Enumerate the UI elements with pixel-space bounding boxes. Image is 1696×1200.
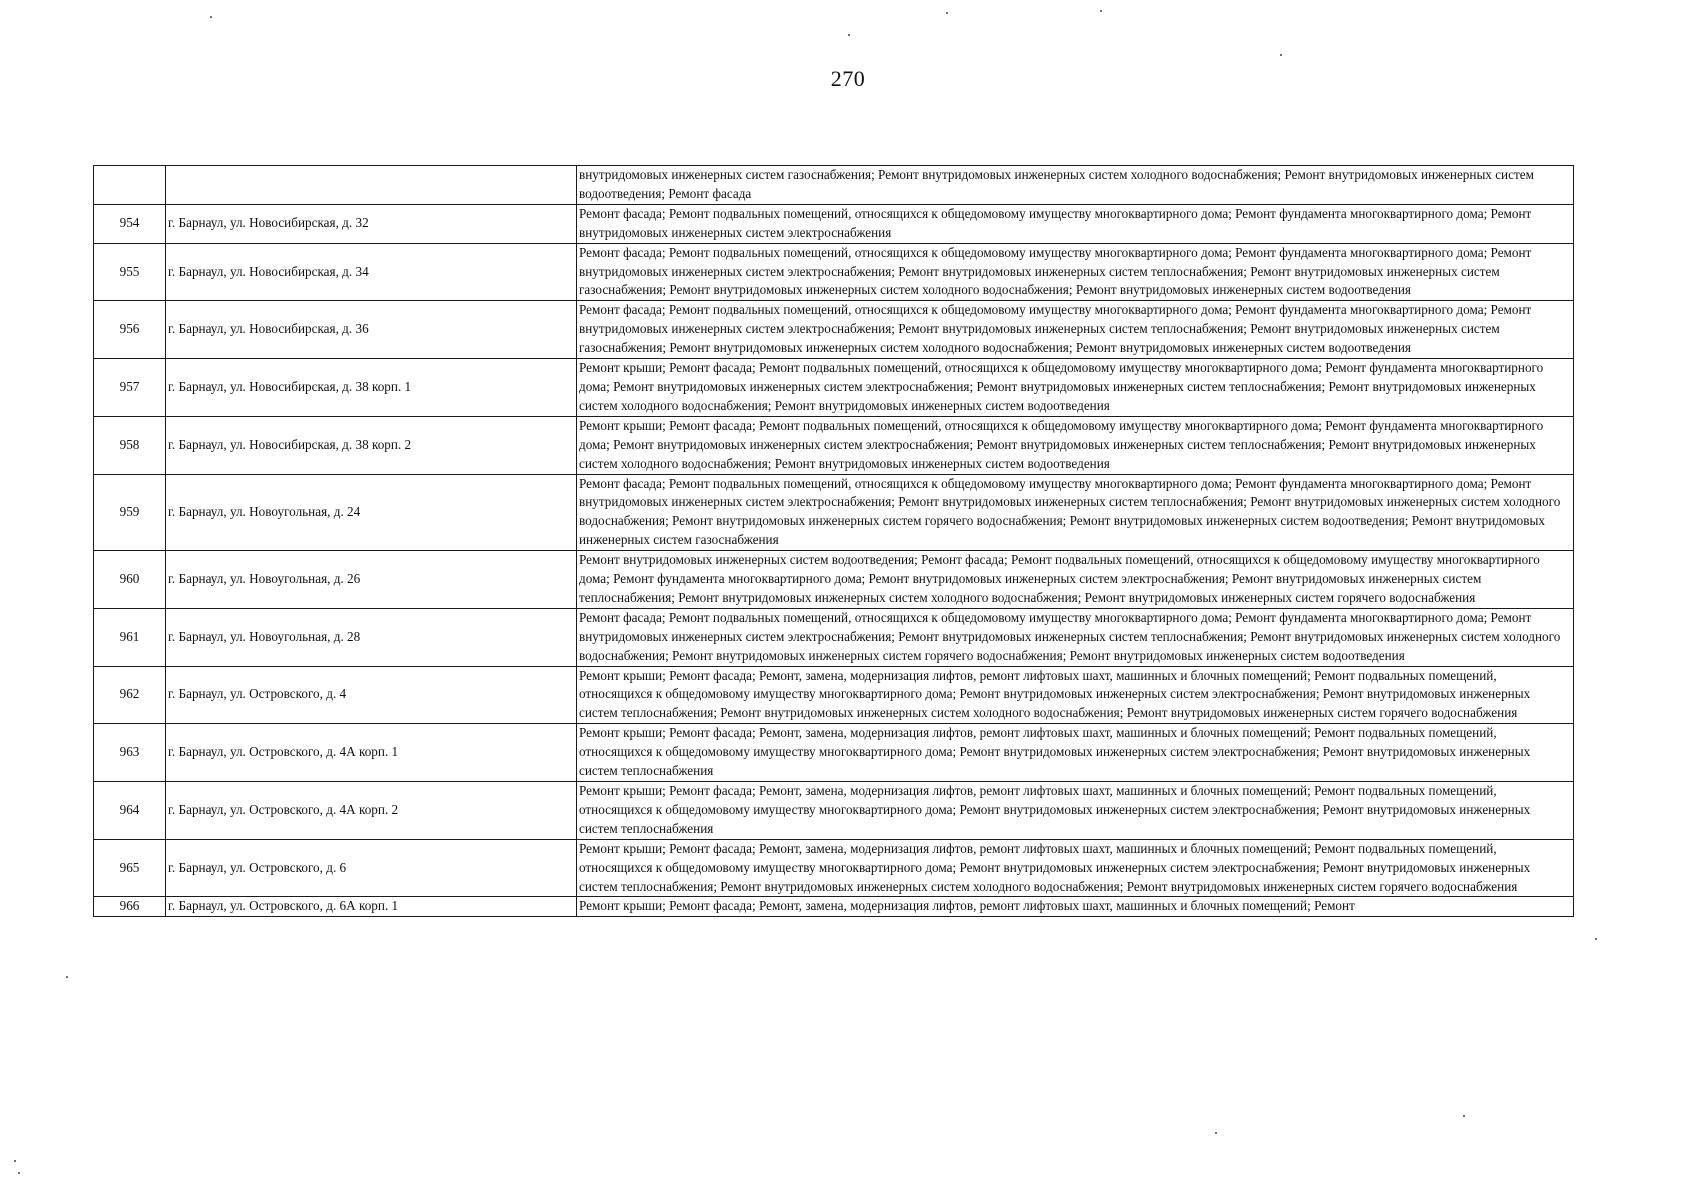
scan-speck (1595, 938, 1597, 940)
row-number: 960 (94, 551, 166, 609)
scan-speck (1215, 1132, 1217, 1134)
row-works: Ремонт фасада; Ремонт подвальных помещений, относящихся к общедомовому имуществу многоквартирного дома; Ремонт фундамента многоквартирного дома; Ремонт внутридомовых инженерных систем электроснабжения; Ремонт внутридомовых инженерных систем теплоснабжения; Ремонт внутридомовых инженерных систем газоснабжения; Ремонт внутридомовых инженерных систем холодного водоснабжения; Ремонт внутридомовых инженерных систем водоотведения (577, 301, 1574, 359)
scan-speck (1100, 10, 1102, 12)
table-row (94, 416, 1574, 474)
table-row (94, 839, 1574, 897)
row-works: Ремонт фасада; Ремонт подвальных помещений, относящихся к общедомовому имуществу многоквартирного дома; Ремонт фундамента многоквартирного дома; Ремонт внутридомовых инженерных систем электроснабжения; Ремонт внутридомовых инженерных систем теплоснабжения; Ремонт внутридомовых инженерных систем холодного водоснабжения; Ремонт внутридомовых инженерных систем горячего водоснабжения; Ремонт внутридомовых инженерных систем водоотведения (577, 608, 1574, 666)
row-address (166, 166, 577, 205)
row-address: г. Барнаул, ул. Островского, д. 4А корп. 2 (166, 782, 577, 840)
row-works: Ремонт фасада; Ремонт подвальных помещений, относящихся к общедомовому имуществу многоквартирного дома; Ремонт фундамента многоквартирного дома; Ремонт внутридомовых инженерных систем электроснабжения; Ремонт внутридомовых инженерных систем теплоснабжения; Ремонт внутридомовых инженерных систем холодного водоснабжения; Ремонт внутридомовых инженерных систем горячего водоснабжения; Ремонт внутридомовых инженерных систем водоотведения; Ремонт внутридомовых инженерных систем газоснабжения (577, 474, 1574, 551)
row-address: г. Барнаул, ул. Островского, д. 6А корп. 1 (166, 897, 577, 917)
row-number: 962 (94, 666, 166, 724)
works-table (93, 165, 1574, 917)
scan-speck (1463, 1115, 1465, 1117)
table-row (94, 359, 1574, 417)
table-row (94, 897, 1574, 917)
row-number: 955 (94, 243, 166, 301)
table-row (94, 166, 1574, 205)
works-table-body (94, 166, 1574, 917)
row-works: Ремонт крыши; Ремонт фасада; Ремонт подвальных помещений, относящихся к общедомовому имуществу многоквартирного дома; Ремонт фундамента многоквартирного дома; Ремонт внутридомовых инженерных систем электроснабжения; Ремонт внутридомовых инженерных систем теплоснабжения; Ремонт внутридомовых инженерных систем холодного водоснабжения; Ремонт внутридомовых инженерных систем водоотведения (577, 416, 1574, 474)
row-works: Ремонт крыши; Ремонт фасада; Ремонт, замена, модернизация лифтов, ремонт лифтовых шахт, машинных и блочных помещений; Ремонт подвальных помещений, относящихся к общедомовому имуществу многоквартирного дома; Ремонт внутридомовых инженерных систем электроснабжения; Ремонт внутридомовых инженерных систем теплоснабжения (577, 782, 1574, 840)
scan-speck (210, 16, 212, 18)
row-number: 959 (94, 474, 166, 551)
row-works: Ремонт внутридомовых инженерных систем водоотведения; Ремонт фасада; Ремонт подвальных помещений, относящихся к общедомовому имуществу многоквартирного дома; Ремонт фундамента многоквартирного дома; Ремонт внутридомовых инженерных систем электроснабжения; Ремонт внутридомовых инженерных систем теплоснабжения; Ремонт внутридомовых инженерных систем холодного водоснабжения; Ремонт внутридомовых инженерных систем горячего водоснабжения (577, 551, 1574, 609)
row-works: Ремонт фасада; Ремонт подвальных помещений, относящихся к общедомовому имуществу многоквартирного дома; Ремонт фундамента многоквартирного дома; Ремонт внутридомовых инженерных систем электроснабжения; Ремонт внутридомовых инженерных систем теплоснабжения; Ремонт внутридомовых инженерных систем газоснабжения; Ремонт внутридомовых инженерных систем холодного водоснабжения; Ремонт внутридомовых инженерных систем водоотведения (577, 243, 1574, 301)
row-address: г. Барнаул, ул. Новоугольная, д. 24 (166, 474, 577, 551)
scan-speck (18, 1172, 20, 1174)
table-row (94, 666, 1574, 724)
row-number: 958 (94, 416, 166, 474)
row-number (94, 166, 166, 205)
row-number: 966 (94, 897, 166, 917)
scan-speck (1280, 54, 1282, 56)
row-address: г. Барнаул, ул. Новосибирская, д. 38 корп. 2 (166, 416, 577, 474)
table-row (94, 243, 1574, 301)
row-address: г. Барнаул, ул. Новоугольная, д. 26 (166, 551, 577, 609)
row-works: Ремонт крыши; Ремонт фасада; Ремонт, замена, модернизация лифтов, ремонт лифтовых шахт, машинных и блочных помещений; Ремонт подвальных помещений, относящихся к общедомовому имуществу многоквартирного дома; Ремонт внутридомовых инженерных систем электроснабжения; Ремонт внутридомовых инженерных систем теплоснабжения; Ремонт внутридомовых инженерных систем холодного водоснабжения; Ремонт внутридомовых инженерных систем горячего водоснабжения (577, 666, 1574, 724)
scan-speck (66, 976, 68, 978)
row-number: 964 (94, 782, 166, 840)
row-works: внутридомовых инженерных систем газоснабжения; Ремонт внутридомовых инженерных систем холодного водоснабжения; Ремонт внутридомовых инженерных систем водоотведения; Ремонт фасада (577, 166, 1574, 205)
row-address: г. Барнаул, ул. Новосибирская, д. 34 (166, 243, 577, 301)
table-row (94, 782, 1574, 840)
row-address: г. Барнаул, ул. Новоугольная, д. 28 (166, 608, 577, 666)
row-number: 954 (94, 204, 166, 243)
scan-speck (14, 1160, 16, 1162)
scan-speck (946, 12, 948, 14)
page-number: 270 (830, 66, 866, 91)
scan-speck (848, 34, 850, 36)
row-works: Ремонт крыши; Ремонт фасада; Ремонт, замена, модернизация лифтов, ремонт лифтовых шахт, машинных и блочных помещений; Ремонт (577, 897, 1574, 917)
row-works: Ремонт крыши; Ремонт фасада; Ремонт, замена, модернизация лифтов, ремонт лифтовых шахт, машинных и блочных помещений; Ремонт подвальных помещений, относящихся к общедомовому имуществу многоквартирного дома; Ремонт внутридомовых инженерных систем электроснабжения; Ремонт внутридомовых инженерных систем теплоснабжения (577, 724, 1574, 782)
row-address: г. Барнаул, ул. Новосибирская, д. 36 (166, 301, 577, 359)
row-address: г. Барнаул, ул. Новосибирская, д. 32 (166, 204, 577, 243)
row-number: 957 (94, 359, 166, 417)
table-row (94, 608, 1574, 666)
table-row (94, 204, 1574, 243)
table-row (94, 551, 1574, 609)
row-number: 965 (94, 839, 166, 897)
table-row (94, 301, 1574, 359)
row-address: г. Барнаул, ул. Островского, д. 6 (166, 839, 577, 897)
table-row (94, 474, 1574, 551)
row-works: Ремонт фасада; Ремонт подвальных помещений, относящихся к общедомовому имуществу многоквартирного дома; Ремонт фундамента многоквартирного дома; Ремонт внутридомовых инженерных систем электроснабжения (577, 204, 1574, 243)
table-row (94, 724, 1574, 782)
row-number: 961 (94, 608, 166, 666)
row-address: г. Барнаул, ул. Новосибирская, д. 38 корп. 1 (166, 359, 577, 417)
row-works: Ремонт крыши; Ремонт фасада; Ремонт подвальных помещений, относящихся к общедомовому имуществу многоквартирного дома; Ремонт фундамента многоквартирного дома; Ремонт внутридомовых инженерных систем электроснабжения; Ремонт внутридомовых инженерных систем теплоснабжения; Ремонт внутридомовых инженерных систем холодного водоснабжения; Ремонт внутридомовых инженерных систем водоотведения (577, 359, 1574, 417)
row-number: 963 (94, 724, 166, 782)
row-address: г. Барнаул, ул. Островского, д. 4 (166, 666, 577, 724)
row-address: г. Барнаул, ул. Островского, д. 4А корп. 1 (166, 724, 577, 782)
row-number: 956 (94, 301, 166, 359)
row-works: Ремонт крыши; Ремонт фасада; Ремонт, замена, модернизация лифтов, ремонт лифтовых шахт, машинных и блочных помещений; Ремонт подвальных помещений, относящихся к общедомовому имуществу многоквартирного дома; Ремонт внутридомовых инженерных систем электроснабжения; Ремонт внутридомовых инженерных систем теплоснабжения; Ремонт внутридомовых инженерных систем холодного водоснабжения; Ремонт внутридомовых инженерных систем горячего водоснабжения (577, 839, 1574, 897)
